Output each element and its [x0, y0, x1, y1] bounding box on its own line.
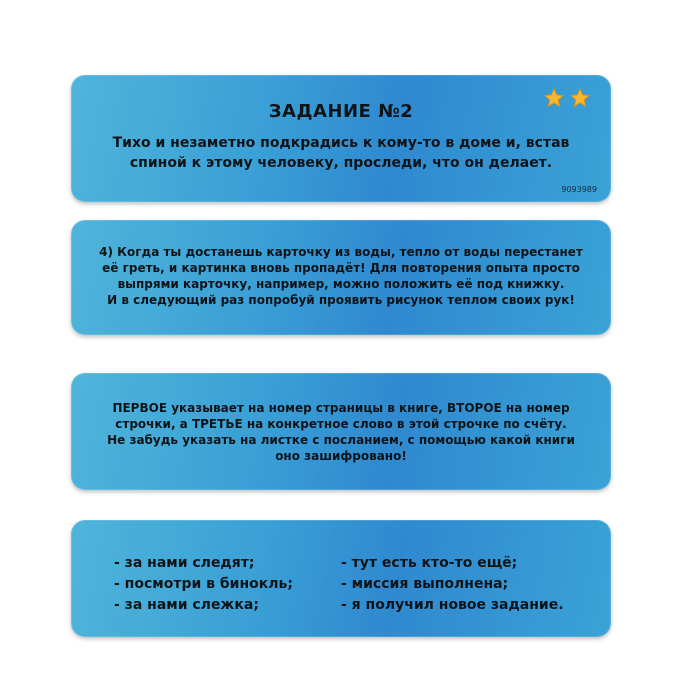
- phrase-item: - за нами слежка;: [114, 597, 259, 613]
- phrase-item: - миссия выполнена;: [341, 576, 509, 592]
- cipher-line: ПЕРВОЕ указывает на номер страницы в книге, ВТОРОЕ на номер: [112, 401, 570, 415]
- task-text-line: Тихо и незаметно подкрадись к кому-то в доме и, встав: [112, 135, 570, 151]
- phrase-item: - за нами следят;: [114, 555, 255, 571]
- task-title: ЗАДАНИЕ №2: [268, 101, 414, 122]
- instruction-line: выпрями карточку, например, можно положить её под книжку.: [117, 277, 565, 291]
- instruction-line: И в следующий раз попробуй проявить рисунок теплом своих рук!: [107, 293, 575, 307]
- cipher-line: Не забудь указать на листке с посланием, с помощью какой книги: [107, 433, 575, 447]
- cipher-line: оно зашифровано!: [275, 449, 407, 463]
- phrase-item: - посмотри в бинокль;: [114, 576, 293, 592]
- phrase-item: - я получил новое задание.: [341, 597, 564, 613]
- instruction-line: 4) Когда ты достанешь карточку из воды, тепло от воды перестанет: [99, 245, 583, 259]
- instruction-text: [89, 244, 593, 308]
- task-text-line: спиной к этому человеку, проследи, что он делает.: [129, 155, 553, 171]
- instruction-line: её греть, и картинка вновь пропадёт! Для повторения опыта просто: [102, 261, 580, 275]
- cipher-text: [89, 400, 593, 464]
- product-code: 9093989: [561, 185, 597, 194]
- phrase-list-right: [341, 553, 564, 616]
- phrase-list-left: [114, 553, 293, 616]
- phrases-card: [71, 520, 611, 637]
- task-description: [91, 133, 591, 173]
- task-card: [71, 75, 611, 202]
- cipher-card: [71, 373, 611, 490]
- instruction-card: [71, 220, 611, 335]
- phrase-item: - тут есть кто-то ещё;: [341, 555, 518, 571]
- cipher-line: строчки, а ТРЕТЬЕ на конкретное слово в этой строчке по счёту.: [115, 417, 567, 431]
